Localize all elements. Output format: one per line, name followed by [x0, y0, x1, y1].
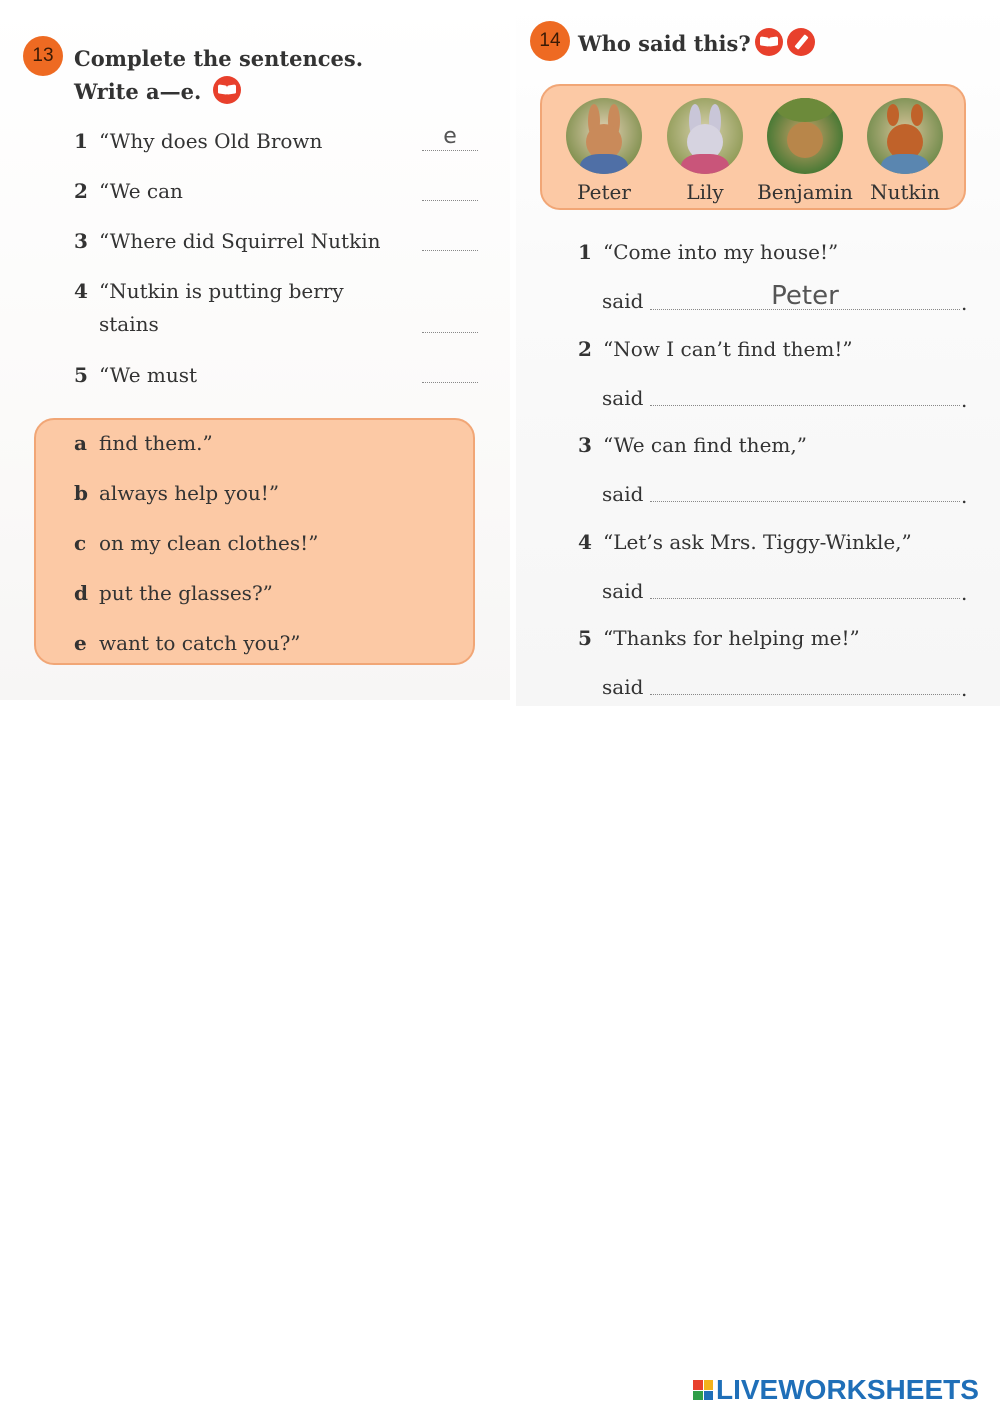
ex13-item-5-text: “We must — [99, 363, 198, 387]
characters-box — [540, 84, 966, 210]
character-lily — [655, 98, 755, 204]
ex14-item-1-num: 1 — [578, 240, 592, 264]
ex13-item-1-num: 1 — [74, 129, 88, 153]
ex13-item-4-num: 4 — [74, 279, 88, 303]
character-nutkin — [855, 98, 955, 204]
ex13-item-1-text: “Why does Old Brown — [99, 129, 323, 153]
lily-portrait — [667, 98, 743, 174]
option-e-letter: e — [74, 631, 87, 655]
ex13-item-1 — [74, 125, 322, 158]
ex13-item-2 — [74, 175, 183, 208]
ex14-item-2 — [578, 333, 853, 366]
benjamin-portrait — [767, 98, 843, 174]
ex14-said-1: said — [602, 289, 644, 313]
option-d-text: put the glasses?” — [99, 581, 273, 605]
ex14-item-5-num: 5 — [578, 626, 592, 650]
ex14-item-2-text: “Now I can’t find them!” — [603, 337, 853, 361]
character-peter — [554, 98, 654, 204]
character-peter-name: Peter — [577, 180, 631, 204]
ex14-item-4-text: “Let’s ask Mrs. Tiggy-Winkle,” — [603, 530, 912, 554]
option-e — [74, 628, 301, 658]
character-nutkin-name: Nutkin — [870, 180, 940, 204]
option-a-text: find them.” — [99, 431, 213, 455]
option-c — [74, 528, 318, 558]
ex13-item-4-text: “Nutkin is putting berry — [99, 279, 344, 303]
option-e-text: want to catch you?” — [99, 631, 301, 655]
ex14-said-2: said — [602, 386, 644, 410]
exercise-14-badge: 14 — [530, 21, 570, 61]
ex13-item-2-text: “We can — [99, 179, 183, 203]
option-d — [74, 578, 273, 608]
ex13-item-4-text2: stains — [99, 312, 159, 336]
option-a — [74, 428, 213, 458]
ex14-item-1-text: “Come into my house!” — [603, 240, 839, 264]
option-d-letter: d — [74, 581, 88, 605]
ex13-answer-5[interactable] — [422, 358, 478, 383]
option-c-letter: c — [74, 531, 87, 555]
liveworksheets-brand: LIVEWORKSHEETS — [716, 1374, 979, 1405]
ex14-item-2-num: 2 — [578, 337, 592, 361]
pencil-icon — [787, 28, 815, 56]
book-icon — [755, 28, 783, 56]
ex14-item-3-text: “We can find them,” — [603, 433, 807, 457]
book-icon — [213, 76, 241, 104]
ex14-period-4: . — [961, 581, 968, 605]
ex13-item-5 — [74, 359, 197, 392]
nutkin-portrait — [867, 98, 943, 174]
option-b-text: always help you!” — [99, 481, 280, 505]
exercise-14-title-text: Who said this? — [578, 31, 751, 56]
ex14-period-1: . — [961, 291, 968, 315]
exercise-14-title — [578, 27, 815, 60]
option-b — [74, 478, 279, 508]
ex14-item-5-text: “Thanks for helping me!” — [603, 626, 860, 650]
peter-portrait — [566, 98, 642, 174]
ex13-item-5-num: 5 — [74, 363, 88, 387]
ex14-period-3: . — [961, 484, 968, 508]
option-a-letter: a — [74, 431, 87, 455]
ex14-answer-4[interactable] — [650, 574, 960, 599]
option-c-text: on my clean clothes!” — [99, 531, 319, 555]
ex14-period-5: . — [961, 677, 968, 701]
options-box — [34, 418, 475, 665]
ex13-item-2-num: 2 — [74, 179, 88, 203]
ex14-answer-3[interactable] — [650, 477, 960, 502]
ex13-answer-3[interactable] — [422, 226, 478, 251]
ex13-item-3 — [74, 225, 380, 258]
ex14-item-3 — [578, 429, 807, 462]
option-b-letter: b — [74, 481, 88, 505]
ex14-item-5 — [578, 622, 860, 655]
ex13-answer-2[interactable] — [422, 176, 478, 201]
exercise-13-title-line2-text: Write a—e. — [74, 79, 202, 104]
ex13-item-4 — [74, 275, 344, 341]
ex14-said-4: said — [602, 579, 644, 603]
ex14-said-5: said — [602, 675, 644, 699]
liveworksheets-logo-icon — [693, 1380, 713, 1400]
ex14-item-4-num: 4 — [578, 530, 592, 554]
exercise-13-title-line1: Complete the sentences. — [74, 46, 364, 71]
exercise-13-badge: 13 — [23, 36, 63, 76]
ex14-period-2: . — [961, 388, 968, 412]
ex13-item-3-text: “Where did Squirrel Nutkin — [99, 229, 381, 253]
character-lily-name: Lily — [686, 180, 724, 204]
ex13-answer-4[interactable] — [422, 308, 478, 333]
character-benjamin-name: Benjamin — [757, 180, 853, 204]
ex14-item-1 — [578, 236, 838, 269]
ex14-answer-5[interactable] — [650, 670, 960, 695]
ex14-answer-2[interactable] — [650, 381, 960, 406]
ex14-said-3: said — [602, 482, 644, 506]
ex14-answer-1[interactable]: Peter — [650, 285, 960, 310]
liveworksheets-logo[interactable] — [693, 1374, 979, 1406]
ex13-answer-1[interactable]: e — [422, 126, 478, 151]
ex13-item-3-num: 3 — [74, 229, 88, 253]
character-benjamin — [755, 98, 855, 204]
ex14-item-4 — [578, 526, 912, 559]
exercise-13-title-line2 — [74, 75, 363, 108]
ex14-item-3-num: 3 — [578, 433, 592, 457]
exercise-13-title — [74, 42, 363, 108]
